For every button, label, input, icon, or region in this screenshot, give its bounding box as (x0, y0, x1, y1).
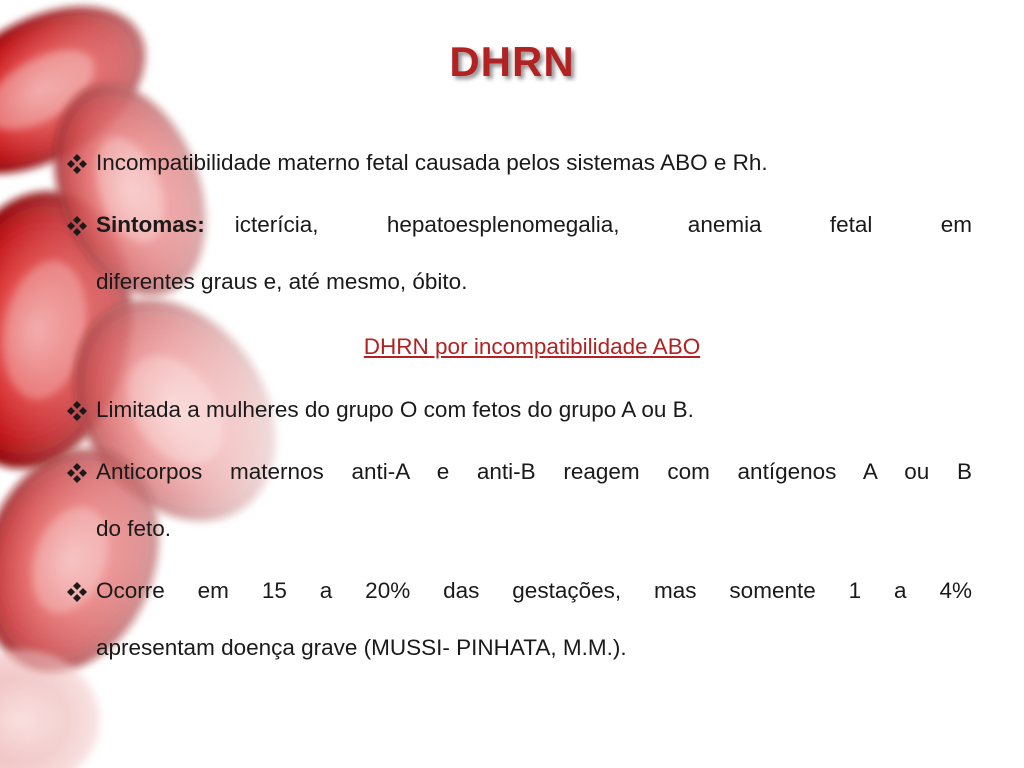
bullet-keyword: Sintomas: (96, 212, 205, 237)
bullet-text: Anticorpos maternos anti-A e anti-B reagem com antígenos A ou B (96, 459, 972, 484)
diamond-quad-bullet-icon (66, 400, 88, 422)
bullet-item (96, 443, 972, 557)
slide-title: DHRN (449, 38, 575, 85)
bullet-text: Limitada a mulheres do grupo O com fetos do grupo A ou B. (96, 397, 694, 422)
diamond-quad-bullet-icon (66, 462, 88, 484)
bullet-text-continued: diferentes graus e, até mesmo, óbito. (96, 269, 468, 294)
diamond-quad-bullet-icon (66, 215, 88, 237)
bullet-text-continued: apresentam doença grave (MUSSI- PINHATA, M.M.). (96, 635, 627, 660)
bullet-text: Ocorre em 15 a 20% das gestações, mas somente 1 a 4% (96, 578, 972, 603)
bullet-text: Incompatibilidade materno fetal causada pelos sistemas ABO e Rh. (96, 150, 768, 175)
diamond-quad-bullet-icon (66, 581, 88, 603)
bullet-item (96, 381, 972, 438)
bullet-text-continued: do feto. (96, 516, 172, 541)
bullet-item (96, 196, 972, 310)
bullet-text: icterícia, hepatoesplenomegalia, anemia fetal em (234, 212, 972, 237)
diamond-quad-bullet-icon (66, 153, 88, 175)
bullet-item (96, 562, 972, 676)
section-subheading: DHRN por incompatibilidade ABO (363, 334, 701, 359)
bullet-item (96, 134, 972, 191)
bullet-line (96, 196, 972, 253)
